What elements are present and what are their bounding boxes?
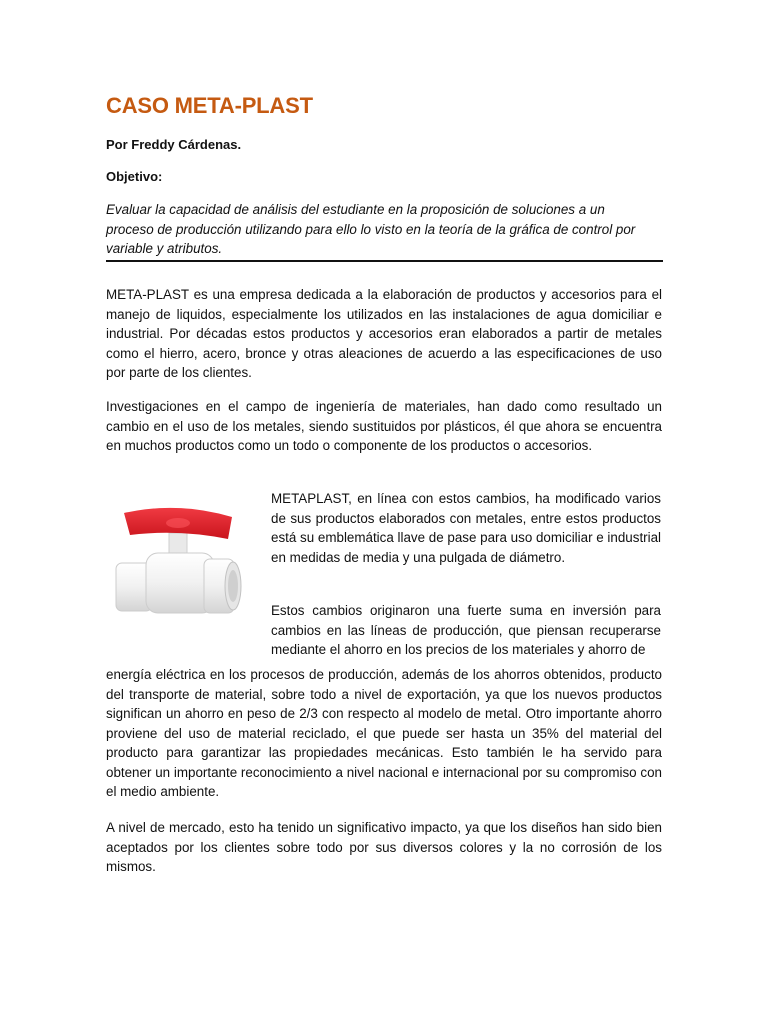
section-divider	[106, 260, 663, 262]
objective-text: Evaluar la capacidad de análisis del estudiante en la proposición de soluciones a un proceso de producción utilizando para ello lo visto en la teoría de la gráfica de control por variable y atributos.	[106, 202, 636, 256]
paragraph-market: A nivel de mercado, esto ha tenido un significativo impacto, ya que los diseños han sido bien aceptados por los clientes sobre todo por sus diversos colores y la no corrosión de los mismos.	[106, 820, 662, 874]
author-line: Por Freddy Cárdenas.	[106, 137, 242, 152]
ball-valve-image	[112, 503, 244, 621]
objective-label: Objetivo:	[106, 169, 163, 184]
paragraph-research: Investigaciones en el campo de ingeniería de materiales, han dado como resultado un cambio en el uso de los metales, siendo sustituidos por plásticos, él que ahora se encuentra en muchos productos como un todo o componente de los productos o accesorios.	[106, 399, 662, 453]
document-title: CASO META-PLAST	[106, 93, 313, 118]
paragraph-investment-start: Estos cambios originaron una fuerte suma en inversión para cambios en las líneas de producción, que piensan recuperarse mediante el ahorro en los precios de los materiales y ahorro de	[271, 603, 661, 657]
paragraph-metaplast: METAPLAST, en línea con estos cambios, ha modificado varios de sus productos elaborados con metales, entre estos productos está su emblemática llave de pase para uso domiciliar e industrial en medidas de media y una pulgada de diámetro.	[271, 491, 662, 565]
paragraph-investment-cont: energía eléctrica en los procesos de producción, además de los ahorros obtenidos, producto del transporte de material, sobre todo a nivel de exportación, ya que los nuevos productos significan un ahorro en peso de 2/3 con respecto al modelo de metal. Otro importante ahorro proviene del uso de material reciclado, el que puede ser hasta un 35% del material del producto para garantizar las propiedades mecánicas. Esto también le ha servido para obtener un importante reconocimiento a nivel nacional e internacional por su compromiso con el medio ambiente.	[106, 667, 662, 799]
paragraph-intro: META-PLAST es una empresa dedicada a la elaboración de productos y accesorios para el manejo de liquidos, especialmente los utilizados en las instalaciones de agua domiciliar e industrial. Por décadas estos productos y accesorios eran elaborados a partir de metales como el hierro, acero, bronce y otras aleaciones de acuerdo a las especificaciones de uso por parte de los clientes.	[106, 287, 662, 380]
